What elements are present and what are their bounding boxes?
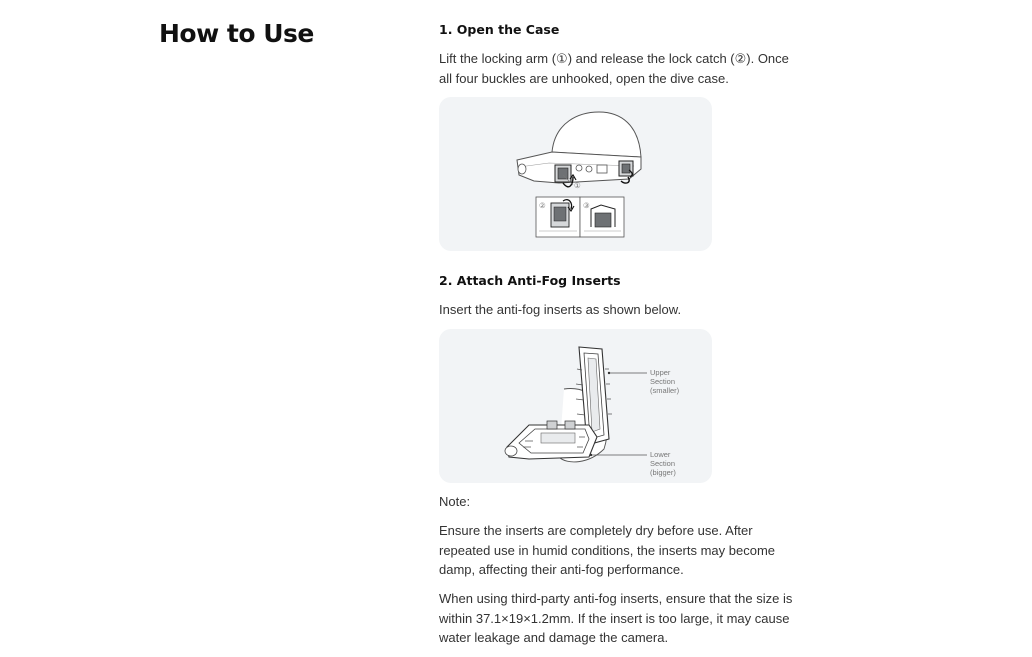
marker-3-label: ③ (583, 201, 590, 210)
dive-case-open-drawing (439, 97, 712, 251)
upper-section-label-line1: Upper (650, 368, 671, 377)
open-case-inserts-drawing (439, 329, 712, 483)
note-label: Note: (439, 494, 471, 509)
upper-section-label-line2: Section (650, 377, 676, 386)
marker-1-label: ① (574, 181, 581, 190)
marker-2-label: ② (539, 201, 546, 210)
anti-fog-inserts-illustration (439, 329, 712, 483)
lower-section-label-line3: (bigger) (650, 468, 676, 477)
page-title: How to Use (159, 19, 314, 48)
step-2-text: Insert the anti-fog inserts as shown below. (439, 302, 682, 317)
lower-section-label-line2: Section (650, 459, 676, 468)
upper-section-label-line3: (smaller) (650, 386, 680, 395)
step-1-text: Lift the locking arm (①) and release the lock catch (②). Once all four buckles are unhooked, open the dive case. (439, 51, 789, 86)
lower-section-label-line1: Lower (650, 450, 671, 459)
step-1-title: 1. Open the Case (439, 22, 560, 37)
open-case-illustration (439, 97, 712, 251)
note-paragraph-dryness: Ensure the inserts are completely dry before use. After repeated use in humid conditions, the inserts may become damp, affecting their anti-fog performance. (439, 523, 776, 577)
note-paragraph-third-party-size: When using third-party anti-fog inserts, ensure that the size is within 37.1×19×1.2mm. If the insert is too large, it may cause water leakage and damage the camera. (439, 591, 793, 645)
step-2-title: 2. Attach Anti-Fog Inserts (439, 273, 621, 288)
